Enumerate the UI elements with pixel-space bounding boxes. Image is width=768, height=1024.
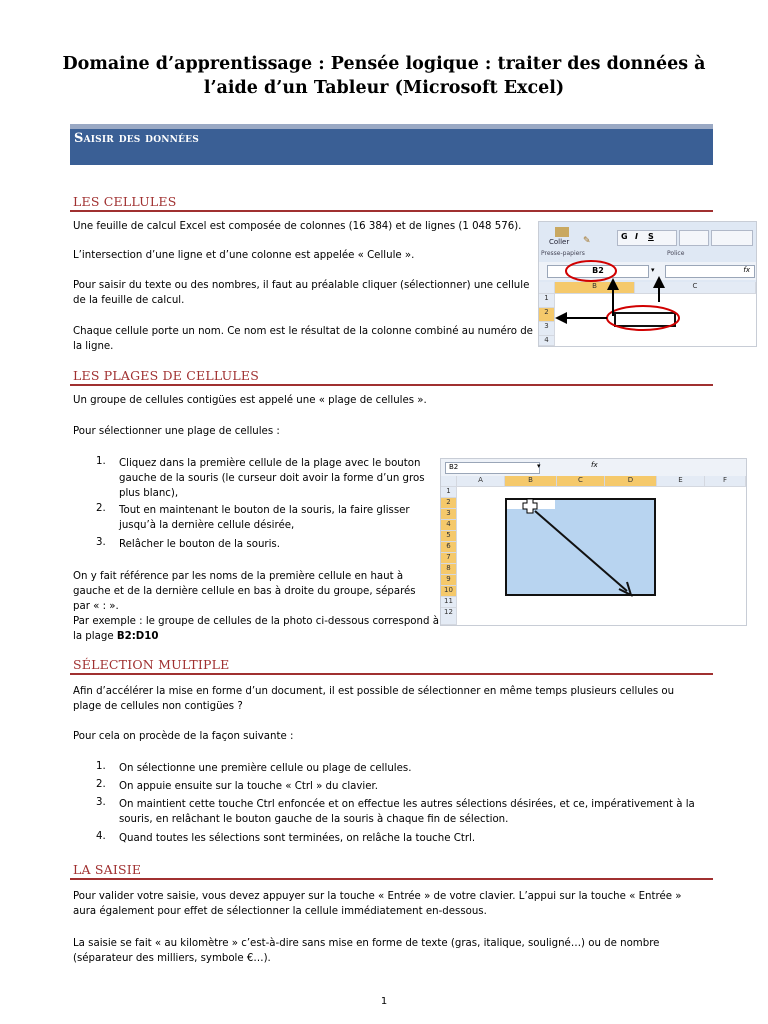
paragraph: On y fait référence par les noms de la première cellule en haut à gauche et de la dernière cellule en bas à droite du groupe, séparés par « : ». [73, 571, 416, 612]
drag-annotation [441, 459, 746, 625]
underline-button: S [648, 232, 654, 241]
dropdown-icon: ▾ [537, 462, 541, 470]
col-header: F [705, 476, 746, 487]
row-header: 1 [539, 294, 555, 308]
col-header: B [555, 282, 635, 294]
bold-button: G [621, 232, 628, 241]
document-title: Domaine d’apprentissage : Pensée logique : traiter des données à l’aide d’un Tableur (Microsoft Excel) [62, 54, 706, 98]
dropdown-icon: ▾ [651, 266, 655, 274]
col-header: D [605, 476, 657, 487]
paragraph: L’intersection d’une ligne et d’une colonne est appelée « Cellule ». [73, 250, 415, 261]
row-header: 6 [441, 542, 457, 553]
list-item: Relâcher le bouton de la souris. [119, 539, 280, 550]
paragraph: Une feuille de calcul Excel est composée de colonnes (16 384) et de lignes (1 048 576). [73, 221, 522, 232]
format-painter-icon: ✎ [583, 236, 591, 246]
row-header: 12 [441, 608, 457, 625]
row-header: 1 [441, 487, 457, 498]
col-header: C [635, 282, 756, 294]
paragraph [73, 614, 443, 644]
paste-label: Coller [549, 238, 570, 246]
arrow-head [607, 278, 619, 290]
col-header: E [657, 476, 705, 487]
row-header: 8 [441, 564, 457, 575]
font-group-label: Police [667, 250, 685, 257]
list-number: 2. [96, 503, 106, 514]
list-item: On sélectionne une première cellule ou plage de cellules. [119, 763, 412, 774]
list-number: 1. [96, 761, 106, 772]
row-header: 3 [441, 509, 457, 520]
col-header: B [505, 476, 557, 487]
list-number: 3. [96, 537, 106, 548]
clipboard-group-label: Presse-papiers [541, 250, 585, 257]
list-item: Tout en maintenant le bouton de la souris, la faire glisser jusqu’à la dernière cellule désirée, [119, 505, 410, 531]
excel-figure-cell [538, 221, 757, 347]
paragraph: Pour saisir du texte ou des nombres, il faut au préalable cliquer (sélectionner) une cellule de la feuille de calcul. [73, 280, 530, 306]
list-number: 3. [96, 797, 106, 808]
paragraph: Un groupe de cellules contigües est appelé une « plage de cellules ». [73, 395, 427, 406]
heading-saisie: LA SAISIE [73, 862, 142, 877]
fx-label: fx [743, 266, 750, 274]
heading-rule [70, 673, 713, 675]
example-text: Par exemple : le groupe de cellules de la photo ci-dessous correspond à la plage [73, 616, 439, 642]
row-header: 7 [441, 553, 457, 564]
section-banner [70, 124, 713, 165]
paragraph: Pour sélectionner une plage de cellules : [73, 426, 280, 437]
annotation-overlay [539, 222, 756, 346]
plus-cursor-icon [523, 499, 537, 513]
row-header: 4 [539, 336, 555, 346]
col-header: A [457, 476, 505, 487]
heading-rule [70, 210, 713, 212]
list-number: 4. [96, 831, 106, 842]
row-header: 11 [441, 597, 457, 608]
paragraph: Pour valider votre saisie, vous devez appuyer sur la touche « Entrée » de votre clavier. L’appui sur la touche « Entrée » aura également pour effet de sélectionner la cellule immédiatement en-dessous. [73, 891, 682, 917]
row-header: 10 [441, 586, 457, 597]
excel-figure-range [440, 458, 747, 626]
arrow-head [555, 312, 567, 324]
list-item: On maintient cette touche Ctrl enfoncée et on effectue les autres sélections désirées, et ce, impérativement à la souris, en relâchant le bouton gauche de la souris à chaque fin de sélection. [119, 799, 695, 825]
heading-rule [70, 384, 713, 386]
fx-label: fx [591, 461, 598, 469]
name-box: B2 [547, 265, 649, 278]
col-header: C [557, 476, 605, 487]
name-box: B2 [445, 462, 540, 474]
heading-plages: LES PLAGES DE CELLULES [73, 368, 259, 383]
list-item: On appuie ensuite sur la touche « Ctrl » du clavier. [119, 781, 379, 792]
paragraph: La saisie se fait « au kilomètre » c’est-à-dire sans mise en forme de texte (gras, italique, souligné…) ou de nombre (séparateur des milliers, symbole €…). [73, 938, 660, 964]
row-header: 3 [539, 322, 555, 336]
row-header: 5 [441, 531, 457, 542]
banner-title: Saisir des données [74, 131, 199, 146]
paragraph: Pour cela on procède de la façon suivante : [73, 731, 294, 742]
list-number: 1. [96, 456, 106, 467]
list-number: 2. [96, 779, 106, 790]
list-item: Quand toutes les sélections sont terminées, on relâche la touche Ctrl. [119, 833, 476, 844]
namebox-highlight [566, 261, 616, 281]
heading-rule [70, 878, 713, 880]
drag-arrow-line [535, 511, 627, 591]
italic-button: I [635, 232, 638, 241]
row-header: 9 [441, 575, 457, 586]
row-header: 2 [441, 498, 457, 509]
heading-multiple: SÉLECTION MULTIPLE [73, 657, 230, 672]
arrow-head [653, 276, 665, 288]
paragraph: Afin d’accélérer la mise en forme d’un document, il est possible de sélectionner en même temps plusieurs cellules ou plage de cellules non contigües ? [73, 686, 675, 712]
page-number: 1 [380, 996, 388, 1007]
cell-highlight [607, 306, 679, 330]
heading-cellules: LES CELLULES [73, 194, 177, 209]
list-item: Cliquez dans la première cellule de la plage avec le bouton gauche de la souris (le curseur doit avoir la forme d’un gros plus blanc), [119, 458, 425, 499]
row-header: 4 [441, 520, 457, 531]
paragraph: Chaque cellule porte un nom. Ce nom est le résultat de la colonne combiné au numéro de la ligne. [73, 326, 533, 352]
range-reference: B2:D10 [116, 631, 159, 642]
row-header: 2 [539, 308, 555, 322]
